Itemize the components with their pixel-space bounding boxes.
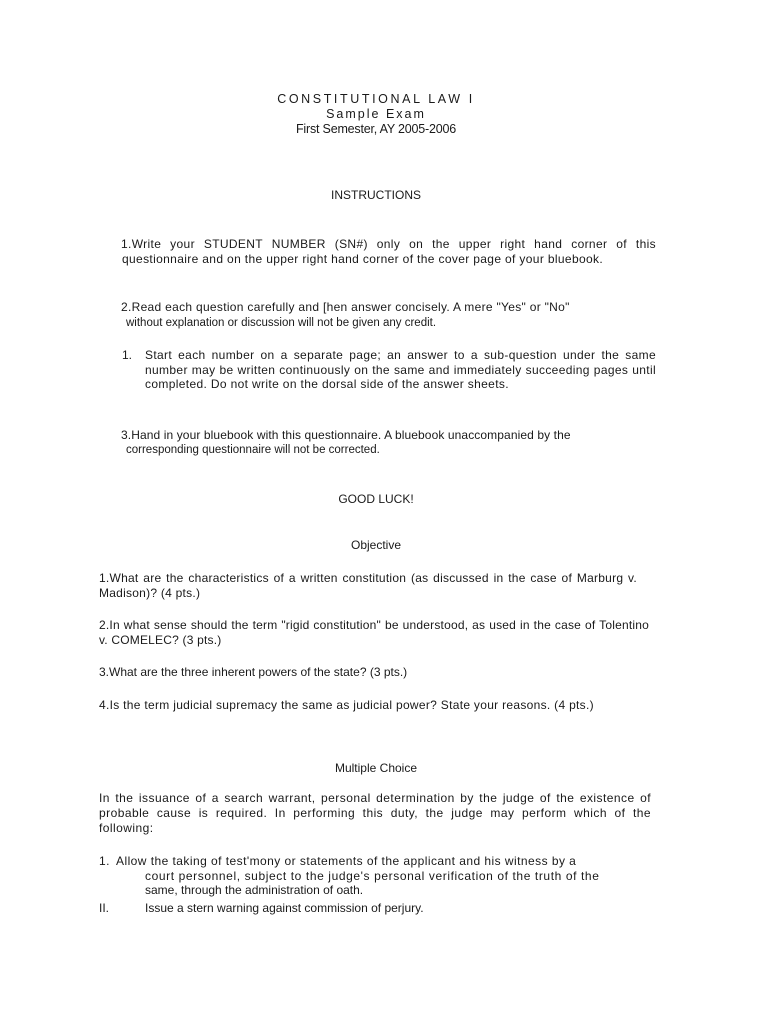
option-2-line1: Issue a stern warning against commission of perjury. xyxy=(145,901,424,915)
instruction-item-2b xyxy=(126,317,666,329)
instruction-item-2-line1: 2.Read each question carefully and [hen answer concisely. A mere "Yes" or "No" xyxy=(121,300,570,314)
instruction-item-3-text: Start each number on a separate page; an answer to a sub-question under the same number may be written continuously on the same and immediately succeeding pages until completed. Do not write on the dorsal side of the answer sheets. xyxy=(145,348,656,391)
exam-subtitle: Sample Exam xyxy=(326,107,426,121)
option-1-line1: Allow the taking of test'mony or statements of the applicant and his witness by a xyxy=(116,854,577,868)
exam-title: CONSTITUTIONAL LAW I xyxy=(277,92,475,106)
objective-heading: Objective xyxy=(350,538,402,552)
multiple-choice-heading: Multiple Choice xyxy=(334,761,418,775)
instruction-item-4 xyxy=(121,428,661,442)
instruction-item-3-number: 1. xyxy=(122,348,133,362)
objective-question-1: 1.What are the characteristics of a written constitution (as discussed in the case of Marburg v. Madison)? (4 pts.) xyxy=(99,571,637,600)
instruction-item-2-line2: without explanation or discussion will not be given any credit. xyxy=(126,317,437,329)
exam-semester: First Semester, AY 2005-2006 xyxy=(295,122,456,136)
instruction-item-4-line1: 3.Hand in your bluebook with this questionnaire. A bluebook unaccompanied by the xyxy=(121,428,571,442)
instruction-item-1 xyxy=(122,237,656,266)
option-1-line2: court personnel, subject to the judge's personal verification of the truth of the xyxy=(145,869,600,883)
option-2-number: II. xyxy=(99,901,110,915)
good-luck: GOOD LUCK! xyxy=(338,492,414,506)
objective-question-4: 4.Is the term judicial supremacy the same as judicial power? State your reasons. (4 pts.) xyxy=(99,698,594,712)
objective-question-3: 3.What are the three inherent powers of the state? (3 pts.) xyxy=(99,665,408,679)
instruction-item-4-line2: corresponding questionnaire will not be corrected. xyxy=(126,444,380,456)
objective-question-2: 2.In what sense should the term "rigid constitution" be understood, as used in the case of Tolentino v. COMELEC? (3 pts.) xyxy=(99,618,649,647)
multiple-choice-intro: In the issuance of a search warrant, personal determination by the judge of the existence of probable cause is required. In performing this duty, the judge may perform which of the following: xyxy=(99,791,651,835)
instruction-item-4b xyxy=(126,444,666,456)
option-1-line3: same, through the administration of oath. xyxy=(145,883,364,897)
option-1-number: 1. xyxy=(99,854,110,868)
instruction-item-2 xyxy=(121,300,661,314)
instruction-item-1-text: 1.Write your STUDENT NUMBER (SN#) only on the upper right hand corner of this questionnaire and on the upper right hand corner of the cover page of your bluebook. xyxy=(121,237,656,266)
instructions-heading: INSTRUCTIONS xyxy=(331,188,421,202)
